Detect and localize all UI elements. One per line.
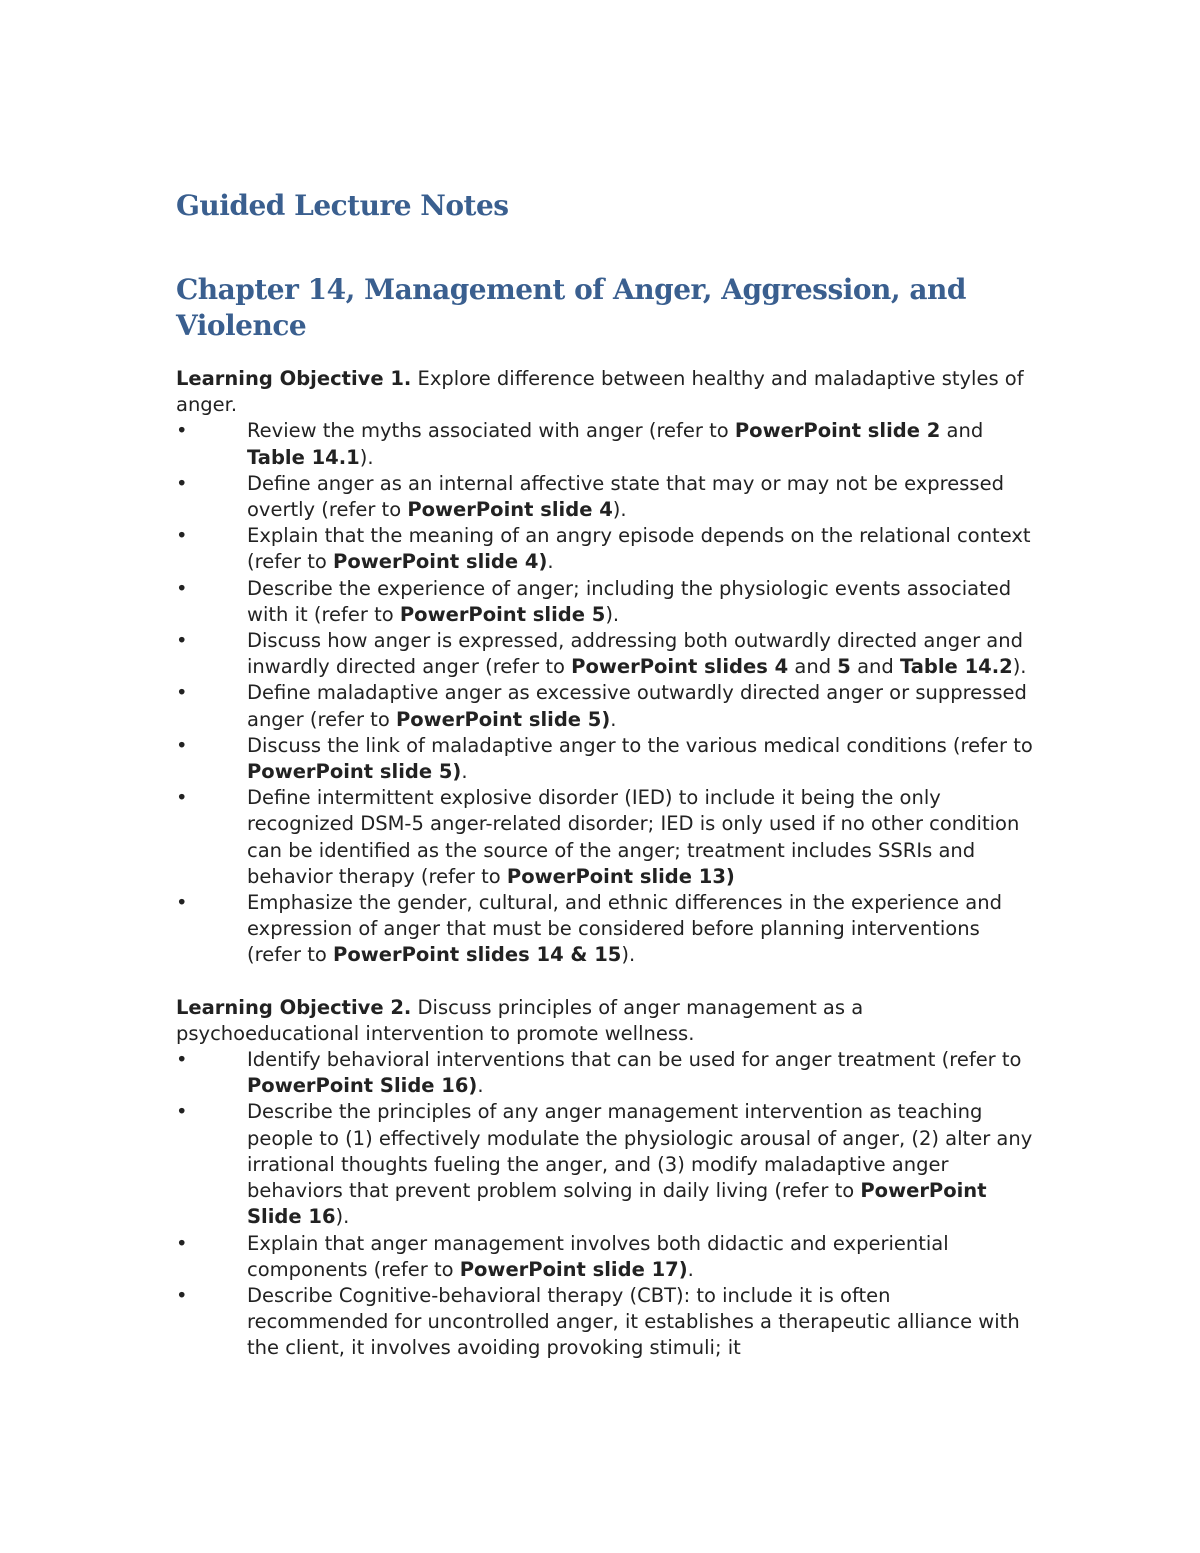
bullet-icon: • [176, 733, 188, 757]
list-item-text: Identify behavioral interventions that can be used for anger treatment (refer to [247, 1048, 1022, 1072]
list-item-text: Discuss how anger is expressed, addressing both outwardly directed anger and inwardly directed anger (refer to [247, 629, 1023, 679]
objective-1-section [176, 366, 1036, 969]
list-item-text: ). [359, 445, 374, 469]
objective-2-bullet-list [176, 1047, 1036, 1361]
slide-reference: PowerPoint Slide 16) [247, 1074, 478, 1098]
bullet-icon: • [176, 786, 188, 810]
learning-objective-1 [176, 366, 1036, 418]
list-item [176, 523, 1036, 575]
learning-objective-2 [176, 995, 1036, 1047]
list-item-text: . [477, 1074, 484, 1098]
bullet-icon: • [176, 576, 188, 600]
list-item-text: . [461, 760, 468, 784]
slide-reference: PowerPoint slide 5) [247, 760, 462, 784]
list-item-text: Define anger as an internal affective state that may or may not be expressed overtly (refer to [247, 471, 1004, 522]
list-item-text: Define maladaptive anger as excessive outwardly directed anger or suppressed anger (refer to [247, 681, 1027, 731]
list-item-text: and [940, 419, 984, 443]
bullet-icon: • [176, 1048, 188, 1072]
list-item-text: ). [621, 943, 636, 967]
chapter-heading: Chapter 14, Management of Anger, Aggression, and Violence [176, 273, 966, 342]
list-item-text: ). [335, 1205, 350, 1229]
bullet-icon: • [176, 891, 188, 915]
list-item-text: and [850, 655, 900, 679]
list-item [176, 890, 1036, 969]
list-item-text: Describe the experience of anger; including the physiologic events associated with it (refer to [247, 576, 1012, 626]
list-item-text: and [788, 655, 838, 679]
slide-reference: PowerPoint slide 17) [459, 1257, 688, 1281]
objective-text: Explore difference between healthy and maladaptive styles of anger. [176, 367, 1024, 417]
slide-reference: PowerPoint slide 5) [395, 707, 611, 731]
bullet-icon: • [176, 1100, 188, 1124]
bullet-icon: • [176, 1283, 188, 1307]
list-item [176, 1099, 1036, 1230]
list-item-text: Define intermittent explosive disorder (IED) to include it being the only recognized DSM-5 anger-related disorder; IED is only used if no other condition can be identified as the source of the anger; treatment includes SSRIs and behavior therapy (refer to [247, 786, 1020, 888]
slide-reference: PowerPoint slides 14 & 15 [333, 943, 622, 967]
objective-label: Learning Objective 2. [176, 995, 412, 1019]
document-page [176, 188, 1036, 1362]
bullet-icon: • [176, 471, 188, 495]
list-item-text: Discuss the link of maladaptive anger to the various medical conditions (refer to [247, 733, 1033, 757]
slide-reference: PowerPoint slide 2 [734, 419, 941, 443]
slide-reference: PowerPoint slide 5 [399, 602, 606, 626]
slide-reference: 5 [837, 655, 851, 679]
list-item-text: . [547, 550, 554, 574]
slide-reference: Table 14.2 [899, 655, 1013, 679]
list-item-text: . [687, 1257, 694, 1281]
list-item [176, 1047, 1036, 1099]
objective-1-bullet-list [176, 418, 1036, 968]
objective-2-section [176, 995, 1036, 1362]
bullet-icon: • [176, 1231, 188, 1255]
list-item [176, 1283, 1036, 1362]
list-item [176, 1231, 1036, 1283]
list-item-text: ). [605, 602, 620, 626]
slide-reference: PowerPoint slide 4 [407, 498, 613, 522]
objective-text: Discuss principles of anger management as a psychoeducational intervention to promote wellness. [176, 995, 864, 1045]
list-item [176, 628, 1036, 680]
list-item-text: Explain that anger management involves both didactic and experiential components (refer to [247, 1231, 949, 1281]
bullet-icon: • [176, 629, 188, 653]
objective-label: Learning Objective 1. [176, 367, 412, 390]
slide-reference: PowerPoint Slide 16 [247, 1179, 987, 1229]
bullet-icon: • [176, 524, 188, 548]
document-title: Guided Lecture Notes [176, 189, 509, 222]
slide-reference: PowerPoint slide 4) [333, 550, 548, 574]
list-item-text: Emphasize the gender, cultural, and ethnic differences in the experience and expression of anger that must be considered before planning interventions (refer to [247, 891, 1002, 967]
list-item [176, 471, 1036, 523]
bullet-icon: • [176, 681, 188, 705]
slide-reference: Table 14.1 [247, 445, 360, 469]
list-item [176, 733, 1036, 785]
list-item-text: Describe the principles of any anger management intervention as teaching people to (1) effectively modulate the physiologic arousal of anger, (2) alter any irrational thoughts fueling the anger, and (3) modify maladaptive anger behaviors that prevent problem solving in daily living (refer to [247, 1100, 1033, 1203]
list-item-text: Describe Cognitive-behavioral therapy (CBT): to include it is often recommended for uncontrolled anger, it establishes a therapeutic alliance with the client, it involves avoiding provoking stimuli; it [247, 1283, 1020, 1360]
list-item-text: . [610, 707, 617, 731]
bullet-icon: • [176, 419, 188, 443]
slide-reference: PowerPoint slides 4 [571, 655, 789, 679]
list-item-text: Explain that the meaning of an angry episode depends on the relational context (refer to [247, 524, 1031, 574]
list-item [176, 576, 1036, 628]
list-item [176, 418, 1036, 470]
list-item-text: ). [1012, 655, 1027, 679]
list-item [176, 680, 1036, 732]
list-item [176, 785, 1036, 890]
list-item-text: ). [612, 498, 627, 522]
slide-reference: PowerPoint slide 13) [506, 864, 735, 888]
list-item-text: Review the myths associated with anger (refer to [247, 419, 735, 443]
